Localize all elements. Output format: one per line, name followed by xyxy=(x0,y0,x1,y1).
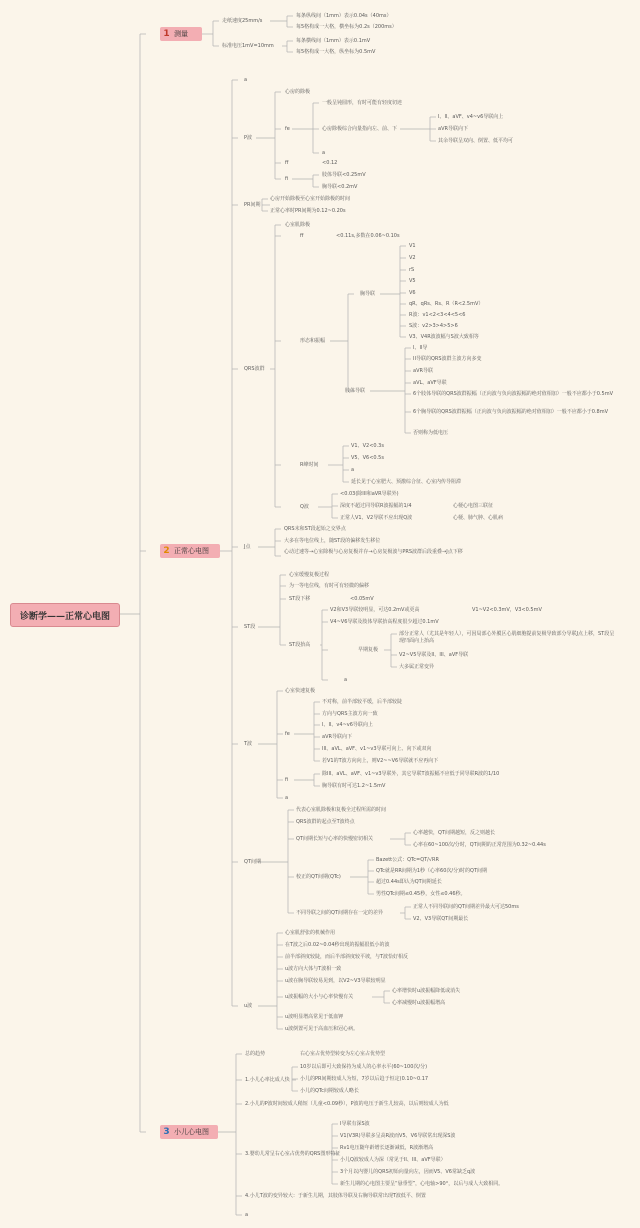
node-k1c: 小儿的QTc间期较成人略长 xyxy=(300,1088,359,1094)
node-k1: 1.小儿心率比成人快 xyxy=(245,1077,290,1083)
node-m2: 标准电压1mV=10mm xyxy=(222,43,274,49)
node-pff1: <0.12 xyxy=(322,160,338,166)
node-k5: a xyxy=(245,1212,249,1218)
node-k1b: 小儿的PR间期较成人为短，7岁以后趋于恒定(0.10~0.17 xyxy=(300,1076,429,1082)
node-qt5a: 正常人不同导联间的QT间期差异最大可达50ms xyxy=(413,904,519,910)
node-m1: 走纸速度25mm/s xyxy=(222,18,263,24)
section-number: 1 xyxy=(163,29,170,39)
node-k3d: 小儿Q波较成人为深（常见于II、III、aVF导联） xyxy=(340,1157,446,1163)
root-node: 诊断学——正常心电图 xyxy=(10,603,120,627)
section-number: 2 xyxy=(163,546,170,556)
node-qt: QT间期 xyxy=(244,859,261,865)
node-stu1: V2和V3导联较明显，可达0.2mV或更高 xyxy=(330,607,420,613)
node-u5: u波在胸导联较易见到，以V2~V3导联较明显 xyxy=(285,978,386,984)
node-k3c: Rv1电压随年龄增长逐渐减低，R波渐增高 xyxy=(340,1145,434,1151)
node-k2: 2.小儿的P波时间较成人稍短（儿童<0.09秒），P波的电压于新生儿较高，以后则较成人为低 xyxy=(245,1101,449,1107)
node-l6: 6个胸导联的QRS波群振幅（正向波与负向波振幅的绝对值相加）一般不应都小于0.8mV xyxy=(413,409,609,415)
node-l1: I、II导 xyxy=(413,345,428,351)
node-u1: 心室肌舒张的机械作用 xyxy=(285,930,336,936)
node-c8: S波：v2>3>4>5>6 xyxy=(409,323,458,329)
node-u2: 在T波之后0.02~0.04秒出现的振幅很低小的波 xyxy=(285,942,390,948)
node-r3: a xyxy=(351,467,355,473)
node-p1: 心房的除极 xyxy=(285,89,311,95)
node-shape: 形态和振幅 xyxy=(300,338,326,344)
node-pfe2a: I、II、aVF、v4~v6导联向上 xyxy=(438,114,504,120)
node-st: ST段 xyxy=(244,624,256,630)
node-pfe: fe xyxy=(285,126,290,132)
node-e2: V2~V5导联及II、III、aVF导联 xyxy=(399,652,469,658)
node-u6b: 心率减慢时u波振幅增高 xyxy=(392,1000,446,1006)
node-pfi: fi xyxy=(285,176,289,182)
node-c5: V6 xyxy=(409,290,416,296)
node-tfe6: 若V1的T波方向向上，则V2~~V6导联就不应再向下 xyxy=(322,758,439,764)
node-m2b: 每5格构成一大格，纵坐标为0.5mV xyxy=(296,49,376,55)
node-st1: 心室缓慢复极过程 xyxy=(289,572,330,578)
node-j: J点 xyxy=(244,544,251,550)
node-stu: ST段抬高 xyxy=(289,642,311,648)
node-qrs0: 心室肌除极 xyxy=(285,222,311,228)
node-pr: PR间期 xyxy=(244,202,261,208)
node-r2: V5、V6<0.5s xyxy=(351,455,384,461)
node-u8: u波倒置可见于高血压和冠心病。 xyxy=(285,1026,359,1032)
node-limb: 肢体导联 xyxy=(345,388,366,394)
node-u3: 前半部斜度较陡，而后半部斜度较平坡，与T波恰好相反 xyxy=(285,954,409,960)
node-k4: 4.小儿T波的变异较大：于新生儿期，其肢体导联及右胸导联常出现T波低平、倒置 xyxy=(245,1193,426,1199)
node-c1: V1 xyxy=(409,243,416,249)
node-qt4: 校正的QT间期(QTc) xyxy=(296,874,341,880)
node-qt3: QT间期长短与心率的快慢密切相关 xyxy=(296,836,373,842)
node-c4: V5 xyxy=(409,278,416,284)
node-k3f: 新生儿期的心电图主要呈“悬垂型”，心电轴>90°，以后与成人大致相同。 xyxy=(340,1181,504,1187)
node-tfe2: 方向与QRS主波方向一致 xyxy=(322,711,378,717)
node-k0a: 右心室占优势型转变为左心室占优势型 xyxy=(300,1051,386,1057)
node-tfe5: III、aVL、aVF、v1~v3导联可向上、向下或双向 xyxy=(322,746,432,752)
section-number: 3 xyxy=(163,1127,170,1137)
node-qt4d: 男性QTc间期≤0.45秒，女性≤0.46秒。 xyxy=(376,891,466,897)
node-l7: 否则称为低电压 xyxy=(413,430,449,436)
node-chest: 胸导联 xyxy=(360,291,376,297)
node-p: P波 xyxy=(244,135,253,141)
node-tfe: fe xyxy=(285,731,290,737)
node-u6: u波振幅的大小与心率快慢有关 xyxy=(285,994,354,1000)
node-l3: aVR导联 xyxy=(413,368,433,374)
node-a: a xyxy=(244,77,248,83)
section-label: 正常心电图 xyxy=(174,547,209,555)
node-l4: aVL、aVF导联 xyxy=(413,380,447,386)
node-qt3b: 心率在60~100次/分时，QT间期的正常范围为0.32~0.44s xyxy=(413,842,546,848)
node-tfe4: aVR导联向下 xyxy=(322,734,352,740)
node-e3: 大多属正常变异 xyxy=(399,664,435,670)
node-tfe1: 不对称，前半部较平缓，后半部较陡 xyxy=(322,699,403,705)
node-qrsff1: <0.11s,多数在0.06~0.10s xyxy=(336,233,400,239)
node-qt1: 代表心室肌除极和复极全过程所需的时间 xyxy=(296,807,387,813)
node-early: 早期复极 xyxy=(358,647,379,653)
node-k3: 3.婴幼儿常呈右心室占优势的QRS图形特征 xyxy=(245,1151,341,1157)
node-pfe2c: 其余导联呈双向、倒置、低平均可 xyxy=(438,138,514,144)
node-st2: 为一等电位线，有时可有轻微的偏移 xyxy=(289,583,370,589)
node-twa: a xyxy=(285,795,289,801)
node-tfi1: 除III、aVL、aVF、v1~v3导联外，其它导联T波振幅不应低于同导联R波的1/10 xyxy=(322,771,500,777)
node-pfe2b: aVR导联向下 xyxy=(438,126,468,132)
node-qt4c: 超过0.44s即认为QT间期延长 xyxy=(376,879,442,885)
node-qt5: 不同导联之间的QT间期存在一定的差异 xyxy=(296,910,383,916)
node-j3: 心动过速等→心室除极与心房复极并存→心房复极波与PRS波群后段重叠→J点下移 xyxy=(284,549,463,555)
node-j1: QRS末和ST段起始之交界点 xyxy=(284,526,346,532)
section-label: 测量 xyxy=(174,30,188,38)
section-label: 小儿心电图 xyxy=(174,1128,209,1136)
node-u6a: 心率增快时u波振幅降低或消失 xyxy=(392,988,461,994)
node-pr2: 正常心率时PR间期为0.12~0.20s xyxy=(270,208,346,214)
node-r4: 延长见于心室肥大、预激综合征、心室内传导阻滞 xyxy=(351,479,462,485)
node-u4: u波方向大体与T波相一致 xyxy=(285,966,342,972)
node-qrs: QRS波群 xyxy=(244,366,265,372)
node-j2: 大多在等电位线上，随ST段的偏移发生移位 xyxy=(284,538,381,544)
node-std1: <0.05mV xyxy=(350,596,374,602)
node-k3b: V1(V3R)导联多呈高R波而V5、V6导联常出现深S波 xyxy=(340,1133,456,1139)
node-c3: rS xyxy=(409,267,415,273)
node-c7: R波：v1<2<3<4<5<6 xyxy=(409,312,466,318)
node-tfe3: I、II、v4~v6导联向上 xyxy=(322,722,373,728)
node-k0: 总的趋势 xyxy=(245,1051,266,1057)
section-measure xyxy=(160,27,202,41)
node-l5: 6个肢体导联的QRS波群振幅（正向波与负向波振幅的绝对值相加）一般不应都小于0.5mV xyxy=(413,391,614,397)
node-stu2: V4~V6导联及肢体导联抬高程度很少超过0.1mV xyxy=(330,619,439,625)
node-tfi2: 胸导联有时可达1.2~1.5mV xyxy=(322,783,386,789)
section-child-ecg xyxy=(160,1125,218,1139)
node-q1: <0.03(除III和aVR导联外) xyxy=(340,491,399,497)
node-qt5b: V2、V3导联QT间期最长 xyxy=(413,916,469,922)
node-stua: a xyxy=(344,677,348,683)
node-c2: V2 xyxy=(409,255,416,261)
node-rtime: R峰时间 xyxy=(300,462,319,468)
node-k3e: 3个月以内婴儿的QRS初始向量向左，因而V5、V6常缺乏q波 xyxy=(340,1169,476,1175)
node-qt4a: Bazett公式：QTc=QT/√RR xyxy=(376,857,440,863)
node-qrsff: ff xyxy=(300,233,304,239)
node-std: ST段下移 xyxy=(289,596,311,602)
node-q2a: 心梗心电图三联征 xyxy=(453,503,494,509)
node-qt2: QRS波群的起点至T波终点 xyxy=(296,819,355,825)
node-m1a: 每条纵线间（1mm）表示0.04s（40ms） xyxy=(296,13,392,19)
node-qt3a: 心率越快，QT间期越短，反之则越长 xyxy=(413,830,495,836)
node-e1: 部分正常人（尤其是年轻人），可因局部心外膜区心肌细胞提前复极导致部分导联J点上移，ST段呈现凹面向上抬高 xyxy=(399,631,615,644)
node-k1a: 10岁以后即可大致保持为成人的心率水平(60~100次/分) xyxy=(300,1064,428,1070)
node-pr1: 心房开始除极至心室开始除极的时间 xyxy=(270,196,351,202)
node-q3: 正常人V1、V2导联不应出现Q波 xyxy=(340,515,413,521)
node-tw: T波 xyxy=(244,741,253,747)
node-stu1a: V1~V2<0.3mV，V3<0.5mV xyxy=(472,607,542,613)
node-q2: 深度不超过同导联R波振幅的1/4 xyxy=(340,503,412,509)
node-k3a: I导联有深S波 xyxy=(340,1121,370,1127)
node-pfe2: 心房除极综合向量指向左、前、下 xyxy=(322,126,398,132)
node-m2a: 每条横线间（1mm）表示0.1mV xyxy=(296,38,371,44)
node-qt4b: QTc就是RR间期为1秒（心率60次/分)时的QT间期 xyxy=(376,868,488,874)
node-c9: V3、V4R波波幅与S波大致相等 xyxy=(409,334,479,340)
node-m1b: 每5格构成一大格，横坐标为0.2s（200ms） xyxy=(296,24,397,30)
section-normal-ecg xyxy=(160,544,220,558)
node-r1: V1、V2<0.3s xyxy=(351,443,384,449)
node-pfi1: 肢体导联<0.25mV xyxy=(322,172,366,178)
node-tfi: fi xyxy=(285,777,289,783)
node-pff: ff xyxy=(285,160,289,166)
node-tw1: 心室快速复极 xyxy=(285,688,316,694)
node-pfe1: 一般呈钝圆形，有时可能有轻度切迹 xyxy=(322,100,403,106)
node-l2: II导联的QRS波群主波方向多变 xyxy=(413,356,482,362)
node-pfi2: 胸导联<0.2mV xyxy=(322,184,358,190)
node-u: u波 xyxy=(244,1003,253,1009)
node-c6: qR、qRs、Rs、R（R<2.5mV） xyxy=(409,301,484,307)
node-q3a: 心梗、肺气肿、心肌病 xyxy=(453,515,504,521)
node-u7: u波明显增高常见于低血钾 xyxy=(285,1014,344,1020)
node-a: a xyxy=(322,150,326,156)
node-q: Q波 xyxy=(300,504,309,510)
